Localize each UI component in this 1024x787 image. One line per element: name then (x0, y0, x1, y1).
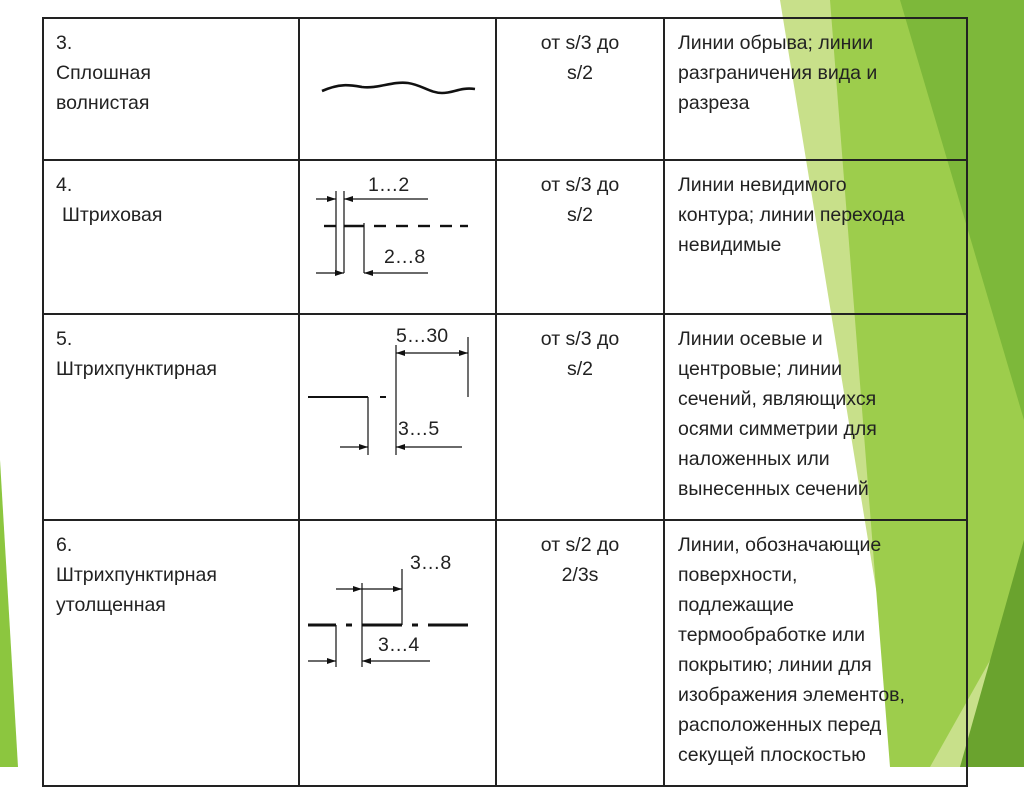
dim-label-dash-length: 5…30 (396, 325, 449, 347)
dim-label-gap: 1…2 (368, 174, 410, 196)
line-name-cell (43, 314, 299, 520)
row-number: 4. (56, 174, 73, 196)
purpose-cell (664, 18, 967, 160)
row-number: 5. (56, 328, 73, 350)
dim-label-dash: 2…8 (384, 246, 426, 268)
line-sample-cell (299, 18, 496, 160)
line-name: Штриховая (62, 204, 163, 226)
green-stripe-left (0, 460, 18, 767)
table-row (43, 520, 967, 786)
purpose-text: Линии осевые и центровые; линии сечений, являющихся осями симметрии для наложенных или вынесенных сечений (678, 328, 877, 500)
purpose-text: Линии обрыва; линии разграничения вида и разреза (678, 32, 878, 114)
line-name: Штрихпунктирная (56, 358, 217, 380)
dim-label-dash-length: 3…8 (410, 552, 452, 574)
line-types-table (42, 17, 968, 787)
thickness-cell (496, 160, 664, 314)
dim-label-gap: 3…5 (398, 418, 440, 440)
thickness-cell (496, 18, 664, 160)
thickness-value: от s/3 до s/2 (540, 32, 620, 84)
dashed-line-sample (300, 161, 495, 304)
purpose-cell (664, 160, 967, 314)
thickness-value: от s/3 до s/2 (540, 328, 620, 380)
line-sample-cell (299, 160, 496, 314)
line-name-cell (43, 160, 299, 314)
thickness-value: от s/2 до 2/3s (540, 534, 620, 586)
thickness-cell (496, 520, 664, 786)
table-row (43, 314, 967, 520)
purpose-cell (664, 520, 967, 786)
wavy-line (322, 83, 475, 93)
table-row (43, 18, 967, 160)
thickness-cell (496, 314, 664, 520)
dash-dot-line-sample (300, 315, 495, 510)
dimension-arrows (327, 196, 373, 276)
purpose-text: Линии невидимого контура; линии перехода невидимые (678, 174, 905, 256)
row-number: 3. (56, 32, 73, 54)
line-sample-cell (299, 520, 496, 786)
line-name-cell (43, 18, 299, 160)
row-number: 6. (56, 534, 73, 556)
purpose-cell (664, 314, 967, 520)
purpose-text: Линии, обозначающие поверхности, подлежащие термообработке или покрытию; линии для изображения элементов, расположенных перед секущей плоскостью (678, 534, 905, 766)
table-row (43, 160, 967, 314)
line-types-table-wrapper (42, 17, 968, 766)
wavy-line-sample (300, 19, 495, 150)
thickness-value: от s/3 до s/2 (540, 174, 620, 226)
dim-label-gap: 3…4 (378, 634, 420, 656)
line-sample-cell (299, 314, 496, 520)
thick-dash-dot-line-sample (300, 521, 495, 776)
line-name: Сплошная волнистая (56, 62, 151, 114)
line-name: Штрихпунктирная утолщенная (56, 564, 217, 616)
line-name-cell (43, 520, 299, 786)
